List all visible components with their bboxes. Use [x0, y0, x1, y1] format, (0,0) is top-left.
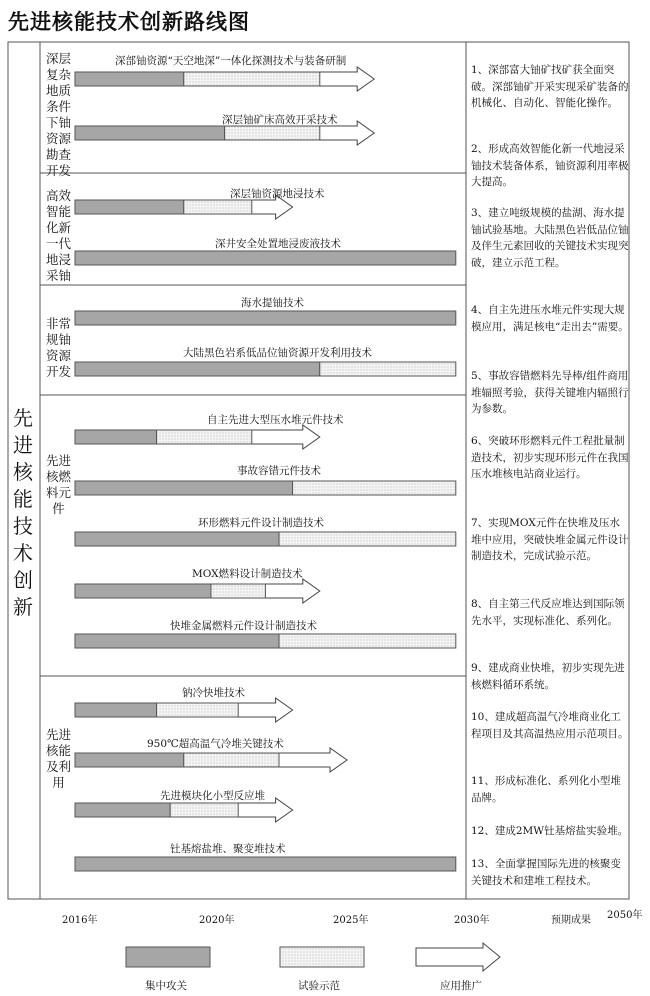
concentrated-bar	[75, 532, 279, 546]
page-title: 先进核能技术创新路线图	[8, 10, 250, 34]
outcome-item: 1、深部富大铀矿找矿获全面突破。深部铀矿开采实现采矿装备的机械化、自动化、智能化操作。	[471, 64, 629, 109]
legend-group	[126, 943, 500, 971]
bar-label: 深层铀资源地浸技术	[230, 188, 325, 200]
outcome-item: 8、自主第三代反应堆达到国际领先水平，实现标准化、系列化。	[471, 598, 625, 627]
concentrated-bar	[75, 126, 225, 140]
concentrated-bar	[75, 72, 184, 86]
legend-label-application: 应用推广	[440, 980, 482, 992]
legend-label-demonstration: 试验示范	[298, 980, 340, 992]
axis-tick-2016: 2016年	[62, 915, 98, 926]
concentrated-bar	[75, 362, 320, 376]
outcome-item: 11、形成标准化、系列化小型堆品牌。	[471, 775, 621, 804]
bar-label: 事故容错元件技术	[237, 465, 321, 477]
outcome-item: 3、建立吨级规模的盐湖、海水提铀试验基地。大陆黑色岩低品位铀及伴生元素回收的关键技术实现突破，建立示范工程。	[471, 207, 629, 269]
axis-outcome-label: 预期成果	[551, 915, 591, 926]
demonstration-bar	[157, 703, 239, 717]
concentrated-bar	[75, 584, 211, 598]
bar-label: 深部铀资源“天空地深”一体化探测技术与装备研制	[115, 55, 347, 67]
bar-label: 大陆黑色岩系低品位铀资源开发利用技术	[183, 347, 372, 359]
bar-label: 自主先进大型压水堆元件技术	[207, 414, 344, 426]
concentrated-bar	[75, 703, 157, 717]
section-label-uranium-exploration: 深层复杂地质条件下铀资源勘查开发	[45, 51, 71, 178]
demonstration-bar	[279, 634, 456, 648]
concentrated-bar	[75, 481, 293, 495]
outcome-item: 6、突破环形燃料元件工程批量制造技术，初步实现环形元件在我国压水堆核电站商业运行。	[471, 435, 629, 480]
legend-swatch-concentrated	[126, 947, 210, 967]
outcome-item: 5、事故容错燃料先导棒/组件商用堆辐照考验，获得关键堆内辐照行为参数。	[471, 370, 629, 415]
legend-label-concentrated: 集中攻关	[145, 980, 187, 992]
demonstration-bar	[157, 430, 252, 444]
demonstration-bar	[211, 584, 265, 598]
axis-tick-2025: 2025年	[333, 915, 369, 926]
demonstration-bar	[225, 126, 320, 140]
outcome-item: 12、建成2MW钍基熔盐实验堆。	[471, 825, 629, 837]
concentrated-bar	[75, 430, 157, 444]
bar-label: 钠冷快堆技术	[182, 687, 245, 699]
bar-label: 深层铀矿床高效开采技术	[222, 114, 338, 126]
outcome-item: 7、实现MOX元件在快堆及压水堆中应用，突破快堆金属元件设计制造技术，完成试验示范。	[471, 517, 629, 562]
legend-swatch-demonstration	[280, 947, 364, 967]
concentrated-bar	[75, 857, 456, 871]
bar-label: 深井安全处置地浸废液技术	[215, 238, 341, 250]
outcome-item: 10、建成超高温气冷堆商业化工程项目及其高温热应用示范项目。	[471, 711, 629, 740]
bar-label: 钍基熔盐堆、聚变堆技术	[170, 843, 286, 855]
axis-tick-2020: 2020年	[199, 915, 235, 926]
outcome-item: 13、全面掌握国际先进的核聚变关键技术和建堆工程技术。	[471, 858, 621, 887]
bar-label: 海水提铀技术	[241, 297, 304, 309]
bar-label: 先进模块化小型反应堆	[160, 790, 265, 802]
demonstration-bar	[170, 803, 238, 817]
demonstration-bar	[279, 532, 456, 546]
main-category-label: 先进核能技术创新	[13, 406, 33, 619]
outcome-item: 9、建成商业快堆，初步实现先进核燃料循环系统。	[471, 662, 625, 691]
section-label-unconventional-uranium: 非常规铀资源开发	[45, 316, 71, 379]
demonstration-bar	[184, 753, 279, 767]
concentrated-bar	[75, 251, 456, 265]
concentrated-bar	[75, 634, 279, 648]
demonstration-bar	[184, 200, 252, 214]
demonstration-bar	[184, 72, 320, 86]
concentrated-bar	[75, 200, 184, 214]
bar-label: 950℃超高温气冷堆关键技术	[147, 738, 284, 750]
section-label-in-situ-leaching: 高效智能化新一代地浸采铀	[45, 188, 71, 283]
outcome-item: 2、形成高效智能化新一代地浸采铀技术装备体系，铀资源利用率极大提高。	[471, 143, 629, 188]
concentrated-bar	[75, 311, 456, 325]
section-label-nuclear-fuel: 先进核燃料元件	[45, 453, 71, 516]
bar-label: 环形燃料元件设计制造技术	[198, 517, 324, 529]
concentrated-bar	[75, 803, 170, 817]
demonstration-bar	[293, 481, 456, 495]
concentrated-bar	[75, 753, 184, 767]
bar-label: MOX燃料设计制造技术	[192, 568, 303, 580]
legend-arrow-application	[416, 943, 500, 971]
axis-tick-2050: 2050年	[607, 910, 643, 921]
outcome-item: 4、自主先进压水堆元件实现大规模应用，满足核电“走出去”需要。	[471, 304, 629, 333]
bar-label: 快堆金属燃料元件设计制造技术	[170, 620, 317, 632]
axis-tick-2030: 2030年	[454, 915, 490, 926]
section-label-nuclear-energy-use: 先进核能及利用	[45, 727, 71, 790]
demonstration-bar	[320, 362, 456, 376]
